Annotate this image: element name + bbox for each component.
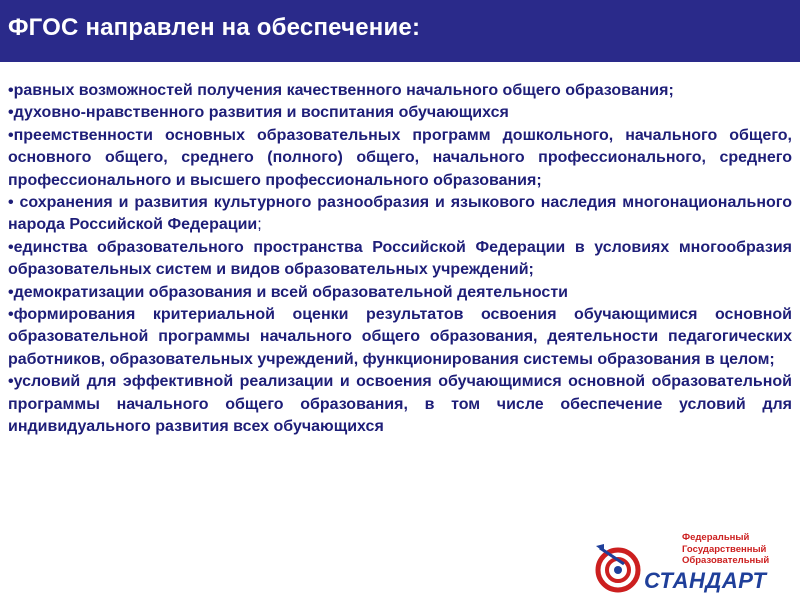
- list-item-text: формирования критериальной оценки результатов освоения обучающимися основной образовательной программы начального общего образования, деятельности педагогических работников, образовательных учреждений, функционирования системы образования в целом;: [8, 306, 792, 368]
- list-item: [8, 282, 792, 304]
- list-item-text: сохранения и развития культурного разнообразия и языкового наследия многонационального народа Российской Федерации: [8, 194, 792, 234]
- list-item-tail: ;: [257, 216, 262, 234]
- list-item-text: преемственности основных образовательных программ дошкольного, начального общего, основного общего, среднего (полного) общего, начального профессионального, среднего профессионального и высшего профессионального образования;: [8, 126, 792, 189]
- bullet-marker: •: [8, 283, 14, 301]
- bullet-marker: •: [8, 194, 14, 212]
- bullet-marker: •: [8, 238, 14, 256]
- bullet-marker: •: [8, 104, 14, 122]
- goals-list: [8, 80, 792, 439]
- list-item-text: условий для эффективной реализации и освоения обучающимися основной образовательной программы начального общего образования, в том числе обеспечение условий для индивидуального развития всех обучающихся: [8, 373, 792, 436]
- title-bar: [0, 0, 800, 62]
- logo-line-federal: Федеральный: [682, 532, 750, 543]
- bullet-marker: •: [8, 82, 14, 99]
- list-item-text: демократизации образования и всей образовательной деятельности: [13, 283, 568, 301]
- bullet-marker: •: [8, 306, 14, 324]
- list-item: [8, 192, 792, 237]
- standard-emblem-icon: [594, 540, 642, 596]
- list-item: [8, 304, 792, 371]
- list-item-text: равных возможностей получения качественного начального общего образования;: [13, 82, 674, 99]
- list-item: [8, 80, 792, 102]
- list-item-text: духовно-нравственного развития и воспитания обучающихся: [13, 104, 509, 122]
- list-item-text: единства образовательного пространства Российской Федерации в условиях многообразия образовательных систем и видов образовательных учреждений;: [8, 238, 792, 279]
- list-item: [8, 371, 792, 438]
- page-title: ФГОС направлен на обеспечение:: [8, 14, 421, 41]
- logo-line-state: Государственный: [682, 543, 767, 555]
- standard-logo: [594, 526, 784, 596]
- list-item: [8, 102, 792, 124]
- logo-caption: [682, 532, 784, 567]
- list-item: [8, 125, 792, 192]
- bullet-marker: •: [8, 373, 14, 391]
- logo-wordmark: СТАНДАРТ: [644, 568, 767, 593]
- bullet-marker: •: [8, 126, 14, 144]
- logo-line-educational: Образовательный: [682, 555, 770, 566]
- list-item: [8, 237, 792, 282]
